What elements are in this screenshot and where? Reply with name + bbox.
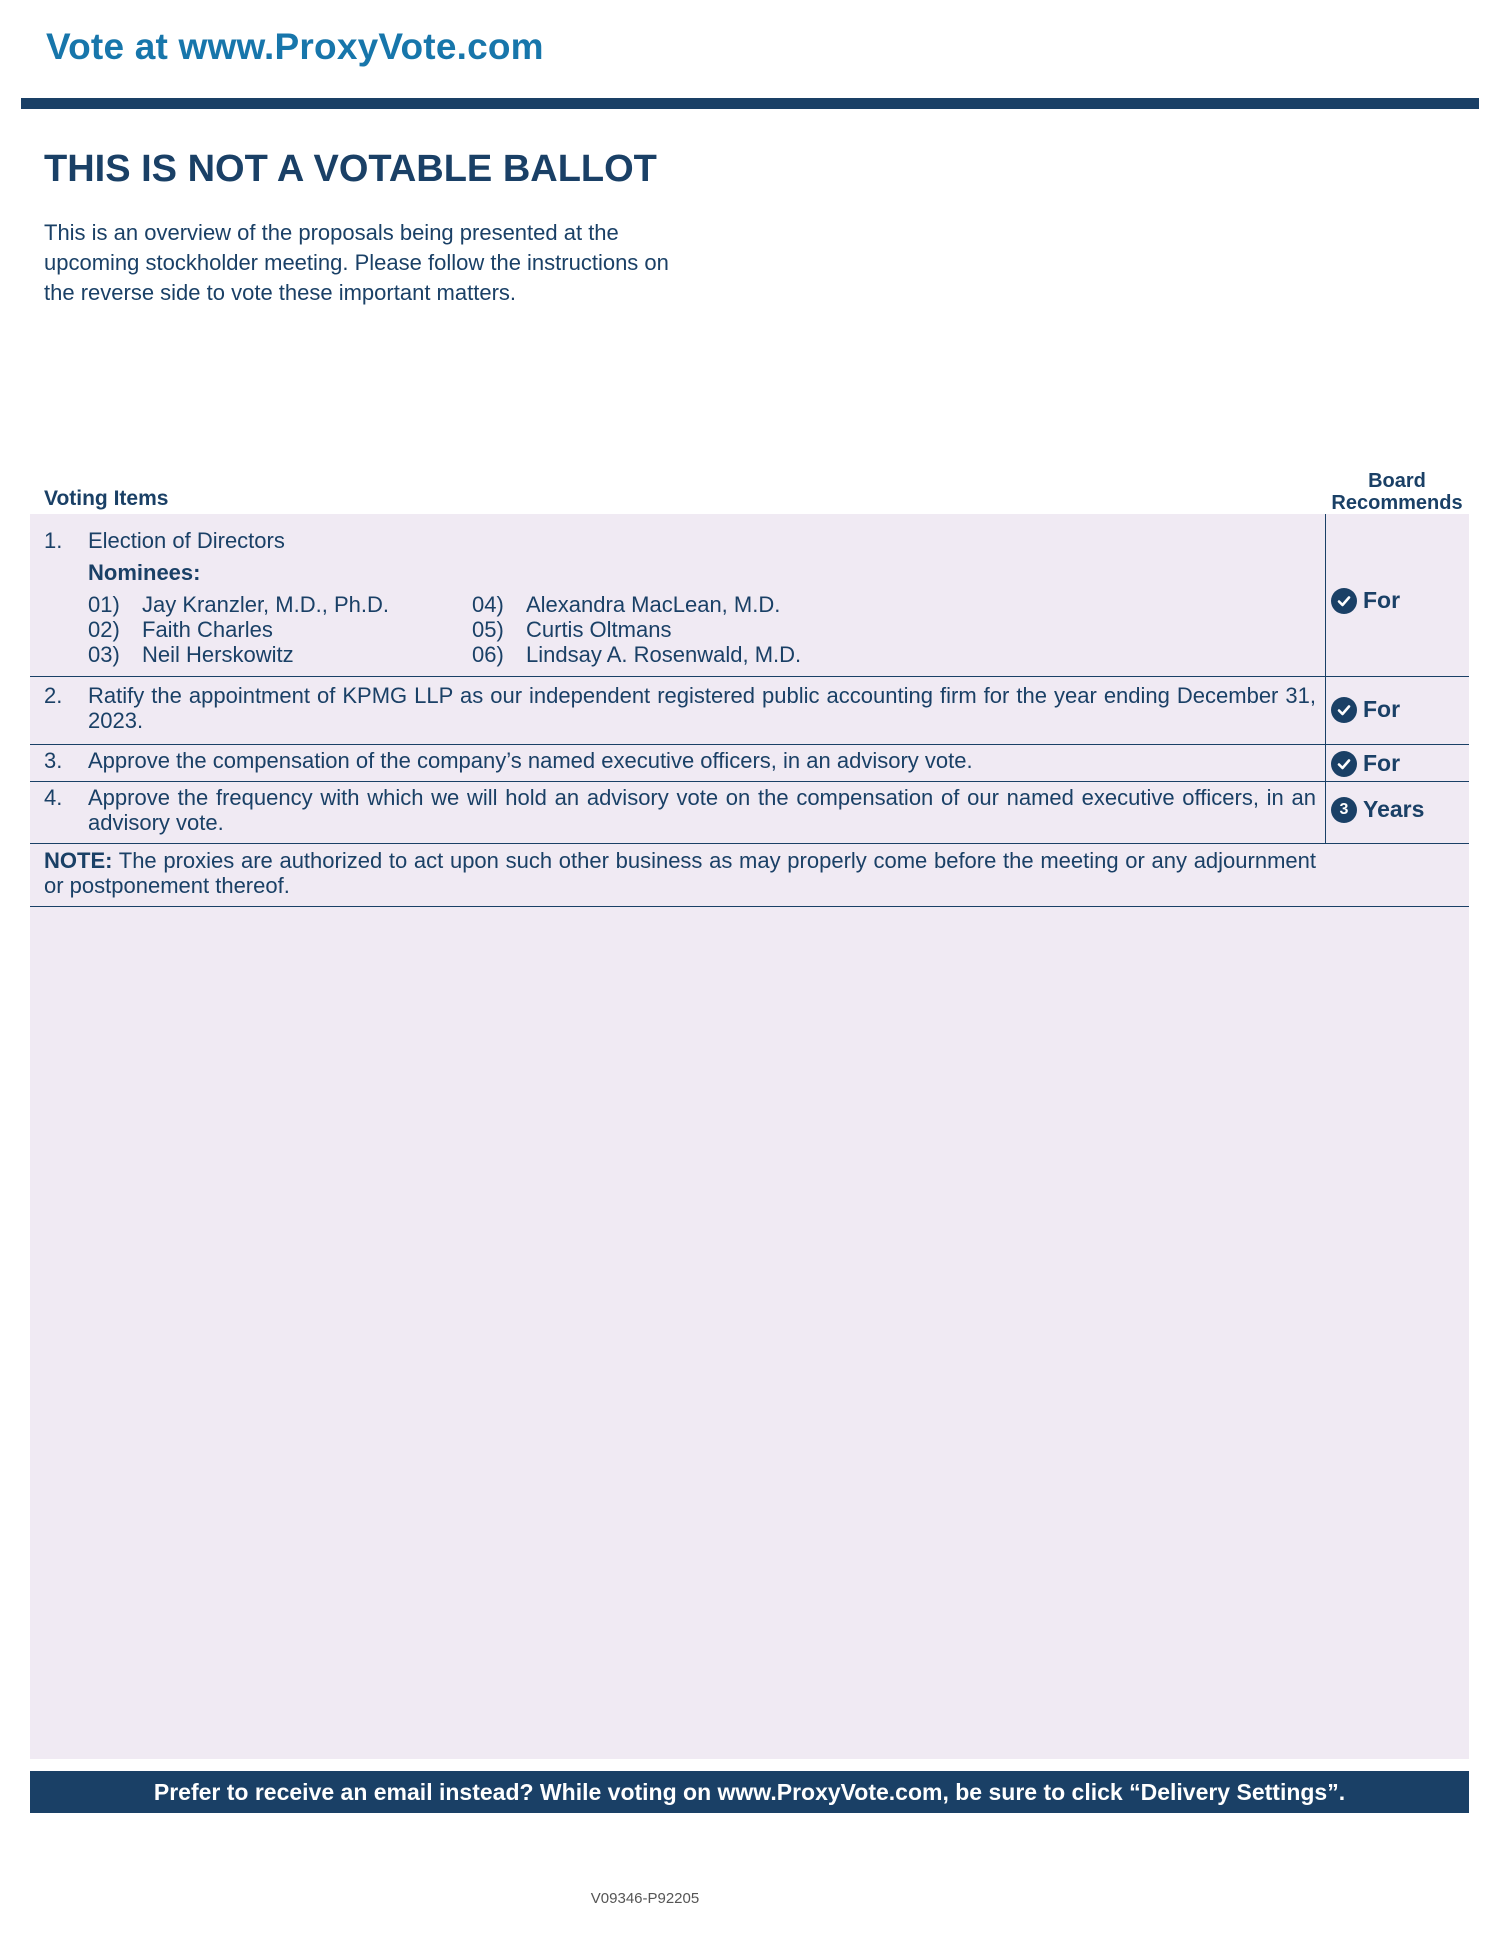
recommendation-for: [1331, 587, 1400, 614]
board-header-line1: Board: [1368, 470, 1426, 492]
nominee: [88, 617, 273, 642]
nominee-number: 06): [472, 642, 504, 667]
recommendation-label: For: [1363, 750, 1401, 776]
nominee-name: Alexandra MacLean, M.D.: [526, 592, 781, 617]
proxyvote-link[interactable]: Vote at www.ProxyVote.com: [46, 26, 544, 67]
number-three-icon: 3: [1331, 797, 1357, 823]
row-divider: [30, 843, 1469, 844]
recommendation-label: For: [1363, 696, 1401, 722]
item-number: 4.: [44, 785, 63, 810]
nominee-number: 05): [472, 617, 504, 642]
item-number: 2.: [44, 683, 63, 708]
check-icon: [1331, 751, 1357, 777]
nominee: [88, 642, 294, 667]
voting-items-header: Voting Items: [44, 487, 169, 510]
row-divider: [30, 676, 1469, 677]
board-header-line2: Recommends: [1331, 492, 1463, 514]
column-divider: [1325, 514, 1326, 844]
item-text: Ratify the appointment of KPMG LLP as our independent registered public accounting firm for the year ending December 31, 2023.: [88, 683, 1316, 733]
item-text: Approve the frequency with which we will hold an advisory vote on the compensation of our named executive officers, in an advisory vote.: [88, 785, 1316, 835]
recommendation-years: [1331, 796, 1424, 823]
intro-line: the reverse side to vote these important matters.: [44, 280, 517, 305]
recommendation-label: Years: [1363, 796, 1425, 822]
header-rule: [21, 98, 1479, 109]
nominee-number: 01): [88, 592, 120, 617]
row-divider: [30, 744, 1469, 745]
recommendation-for: [1331, 750, 1400, 777]
nominee-name: Faith Charles: [142, 617, 273, 642]
check-icon: [1331, 588, 1357, 614]
nominee: [88, 592, 389, 617]
row-divider: [30, 781, 1469, 782]
nominee-name: Lindsay A. Rosenwald, M.D.: [526, 642, 802, 667]
page-title: THIS IS NOT A VOTABLE BALLOT: [44, 148, 657, 190]
nominee-number: 04): [472, 592, 504, 617]
recommendation-for: [1331, 696, 1400, 723]
row-divider: [30, 906, 1469, 907]
item-text: Election of Directors: [88, 528, 285, 553]
nominee-name: Neil Herskowitz: [142, 642, 294, 667]
nominee: [472, 592, 780, 617]
nominee-name: Curtis Oltmans: [526, 617, 672, 642]
note-body: The proxies are authorized to act upon such other business as may properly come before the meeting or any adjournment or postponement thereof.: [44, 848, 1316, 898]
nominee: [472, 642, 801, 667]
note-label: NOTE:: [44, 848, 113, 873]
nominee-number: 02): [88, 617, 120, 642]
intro-text: [44, 218, 744, 308]
check-icon: [1331, 697, 1357, 723]
delivery-settings-banner: [30, 1771, 1469, 1813]
item-number: 1.: [44, 528, 63, 553]
nominee: [472, 617, 671, 642]
board-recommends-header: [1326, 470, 1468, 514]
nominee-number: 03): [88, 642, 120, 667]
nominees-label: Nominees:: [88, 560, 201, 585]
item-text: Approve the compensation of the company’s named executive officers, in an advisory vote.: [88, 748, 973, 773]
nominee-name: Jay Kranzler, M.D., Ph.D.: [142, 592, 389, 617]
item-number: 3.: [44, 748, 63, 773]
intro-line: upcoming stockholder meeting. Please follow the instructions on: [44, 250, 669, 275]
intro-line: This is an overview of the proposals being presented at the: [44, 220, 619, 245]
note-text: [44, 848, 1316, 898]
document-code: V09346-P92205: [590, 1890, 700, 1907]
recommendation-label: For: [1363, 587, 1401, 613]
delivery-settings-text: Prefer to receive an email instead? While voting on www.ProxyVote.com, be sure to click “Delivery Settings”.: [153, 1778, 1346, 1805]
